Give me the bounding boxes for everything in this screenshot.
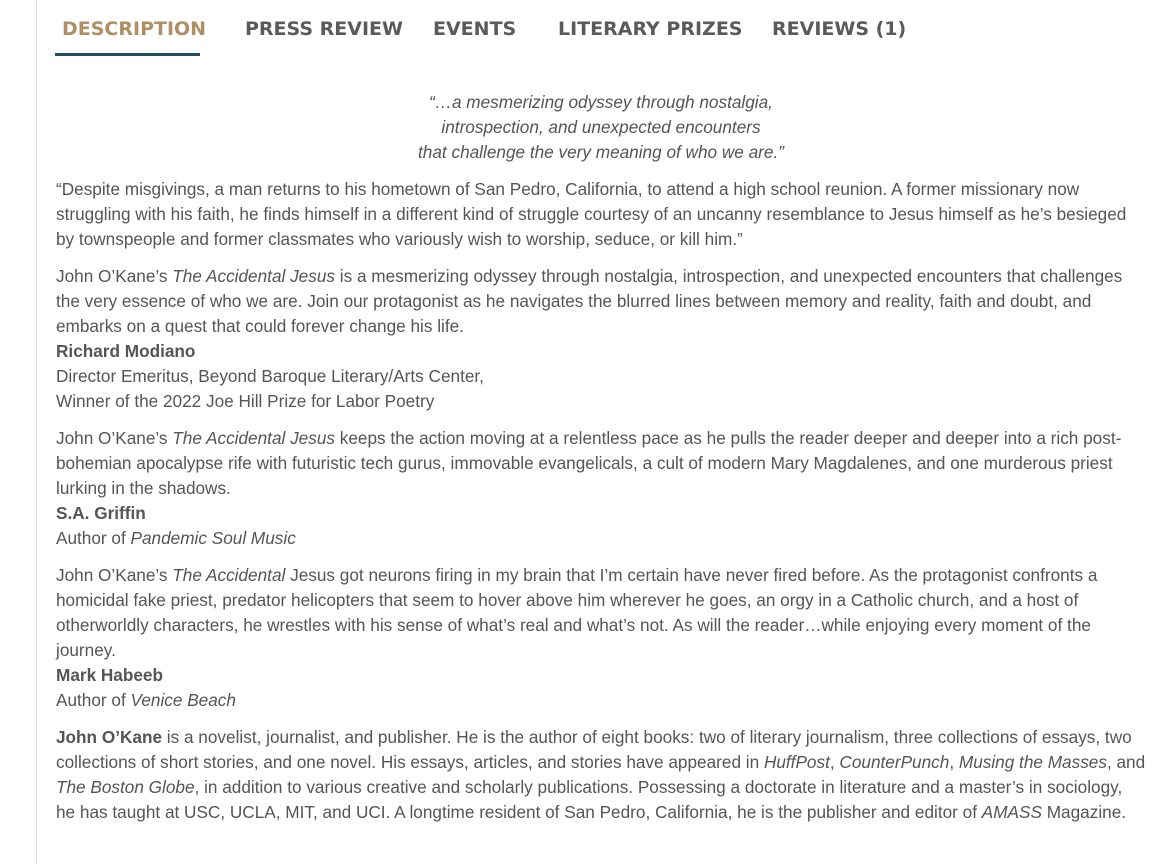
reviewer-name: S.A. Griffin — [56, 503, 146, 523]
tab-press-review[interactable]: PRESS REVIEW — [245, 18, 403, 40]
left-border — [36, 0, 37, 864]
reviewer-credit: Author of Venice Beach — [56, 690, 236, 710]
review-griffin — [56, 426, 1146, 551]
tab-literary-prizes[interactable]: LITERARY PRIZES — [558, 18, 743, 40]
pull-quote-line: introspection, and unexpected encounters — [441, 117, 761, 137]
reviewer-credit: Winner of the 2022 Joe Hill Prize for Labor Poetry — [56, 391, 435, 411]
author-bio: John O’Kane is a novelist, journalist, and publisher. He is the author of eight books: two of literary journalism, three collections of essays, two collections of short stories, and one novel. His essays, articles, and stories have appeared in HuffPost, CounterPunch, Musing the Masses, and The Boston Globe, in addition to various creative and scholarly publications. Possessing a doctorate in literature and a master’s in sociology, he has taught at USC, UCLA, MIT, and UCI. A longtime resident of San Pedro, California, he is the publisher and editor of AMASS Magazine. — [56, 727, 1146, 822]
author-name: John O’Kane — [56, 727, 163, 747]
tab-reviews[interactable]: REVIEWS (1) — [772, 18, 907, 40]
tab-events[interactable]: EVENTS — [433, 18, 517, 40]
synopsis: “Despite misgivings, a man returns to his hometown of San Pedro, California, to attend a high school reunion. A former missionary now struggling with his faith, he finds himself in a different kind of struggle courtesy of an uncanny resemblance to Jesus himself as he’s besieged by townspeople and former classmates who variously wish to worship, seduce, or kill him.” — [56, 179, 1127, 249]
review-habeeb — [56, 563, 1146, 713]
reviewer-credit: Director Emeritus, Beyond Baroque Literary/Arts Center, — [56, 366, 484, 386]
book-title: The Accidental Jesus — [172, 428, 335, 448]
reviewer-credit: Author of Pandemic Soul Music — [56, 528, 296, 548]
book-title: The Accidental Jesus — [172, 266, 335, 286]
pull-quote-line: “…a mesmerizing odyssey through nostalgia, — [429, 92, 773, 112]
review-text: John O’Kane’s The Accidental Jesus is a mesmerizing odyssey through nostalgia, introspection, and unexpected encounters that challenges the very essence of who we are. Join our protagonist as he navigates the blurred lines between memory and reality, faith and doubt, and embarks on a quest that could forever change his life. — [56, 266, 1123, 336]
book-title: The Accidental — [172, 565, 286, 585]
review-text: John O’Kane’s The Accidental Jesus got neurons firing in my brain that I’m certain have never fired before. As the protagonist confronts a homicidal fake priest, predator helicopters that seem to hover above him wherever he goes, an orgy in a Catholic church, and a host of otherworldly characters, he wrestles with his sense of what’s real and what’s not. As will the reader…while enjoying every moment of the journey. — [56, 565, 1098, 660]
pull-quote — [56, 90, 1146, 165]
active-tab-indicator — [55, 53, 200, 56]
description-panel — [56, 90, 1146, 837]
review-text: John O’Kane’s The Accidental Jesus keeps the action moving at a relentless pace as he pulls the reader deeper and deeper into a rich post-bohemian apocalypse rife with futuristic tech gurus, immovable evangelicals, a cult of modern Mary Magdalenes, and one murderous priest lurking in the shadows. — [56, 428, 1122, 498]
tab-description[interactable]: DESCRIPTION — [62, 18, 207, 40]
review-modiano — [56, 264, 1146, 414]
reviewer-name: Mark Habeeb — [56, 665, 163, 685]
tab-bar — [55, 0, 1145, 58]
reviewer-name: Richard Modiano — [56, 341, 196, 361]
pull-quote-line: that challenge the very meaning of who we are.” — [418, 142, 784, 162]
